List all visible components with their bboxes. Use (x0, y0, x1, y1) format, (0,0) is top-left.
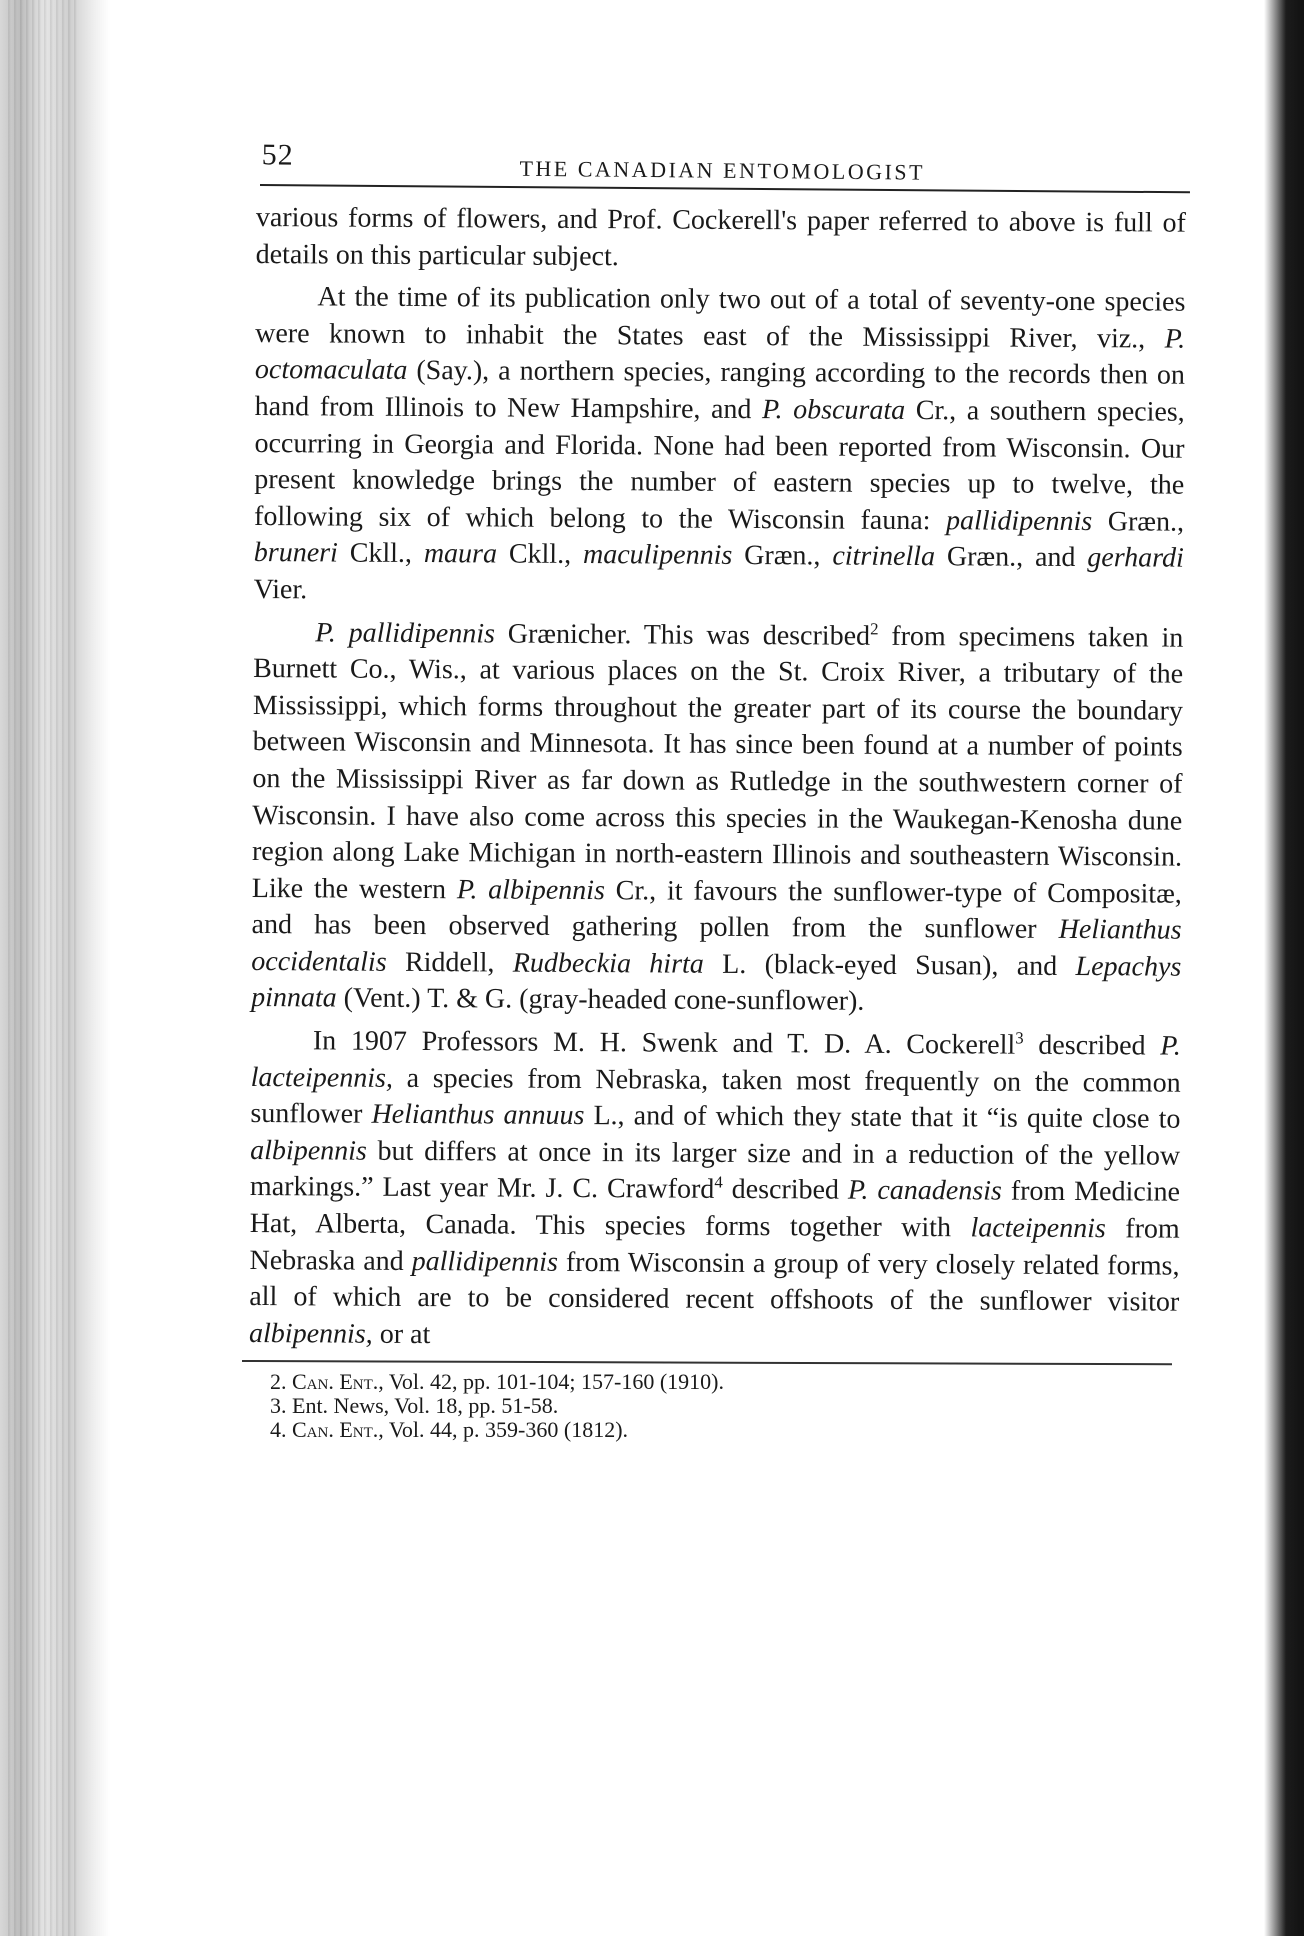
book-page (230, 120, 1190, 1442)
footnote-ref-3: 3 (1015, 1028, 1024, 1048)
running-title: THE CANADIAN ENTOMOLOGIST (519, 155, 926, 185)
footnote-2: 2. Can. Ent., Vol. 42, pp. 101-104; 157-160 (1910). (270, 1368, 724, 1394)
page-number: 52 (261, 138, 294, 172)
footnote-separator (242, 1360, 1172, 1365)
footnote-ref-2: 2 (870, 618, 879, 639)
paragraph-2: At the time of its publication only two out of a total of seventy-one species were known to inhabit the States east of the Mississippi River, viz., P. octomaculata (Say.), a northern species, ranging according to the records then on hand from Illinois to New Hampshire, and P. obscurata Cr., a southern species, occurring in Georgia and Florida. None had been reported from Wisconsin. Our present knowledge brings the number of eastern species up to twelve, the following six of which belong to the Wisconsin fauna: pallidipennis Græn., bruneri Ckll., maura Ckll., maculipennis Græn., citrinella Græn., and gerhardi Vier. (253, 281, 1186, 606)
footnote-3: 3. Ent. News, Vol. 18, pp. 51-58. (270, 1392, 559, 1418)
page-edge-right (1264, 0, 1304, 1936)
paragraph-1: various forms of flowers, and Prof. Cockerell's paper referred to above is full of details on this particular subject. (255, 201, 1186, 272)
footnote-4: 4. Can. Ent., Vol. 44, p. 359-360 (1812). (270, 1416, 629, 1442)
body-text (249, 200, 1186, 1358)
paragraph-3: P. pallidipennis Grænicher. This was described$^2$ from specimens taken in Burnett Co., Wis., at various places on the St. Croix River, a tributary of the Mississippi, which forms throughout the greater part of its course the boundary between Wisconsin and Minnesota. It has since been found at a number of points on the Mississippi River as far down as Rutledge in the southwestern corner of Wisconsin. I have also come across this species in the Waukegan-Kenosha dune region along Lake Michigan in north-eastern Illinois and southeastern Wisconsin. Like the western P. albipennis Cr., it favours the sunflower-type of Compositæ, and has been observed gathering pollen from the sunflower Helianthus occidentalis Riddell, Rudbeckia hirta L. (black-eyed Susan), and Lepachys pinnata (Vent.) T. & G. (gray-headed cone-sunflower). (251, 616, 1184, 1018)
footnotes (270, 1370, 1190, 1442)
paragraph-4: In 1907 Professors M. H. Swenk and T. D. A. Cockerell$^3$ described P. lacteipennis, a species from Nebraska, taken most frequently on the common sunflower Helianthus annuus L., and of which they state that it “is quite close to albipennis but differs at once in its larger size and in a reduction of the yellow markings.” Last year Mr. J. C. Crawford$^4$ described P. canadensis from Medicine Hat, Alberta, Canada. This species forms together with lacteipennis from Nebraska and pallidipennis from Wisconsin a group of very closely related forms, all of which are to be considered recent offshoots of the sunflower visitor albipennis, or at (248, 1025, 1181, 1350)
footnote-ref-4: 4 (714, 1172, 723, 1192)
page-stack-edges (8, 0, 78, 1936)
page-binding-left (0, 0, 110, 1936)
page-header (229, 120, 1190, 189)
